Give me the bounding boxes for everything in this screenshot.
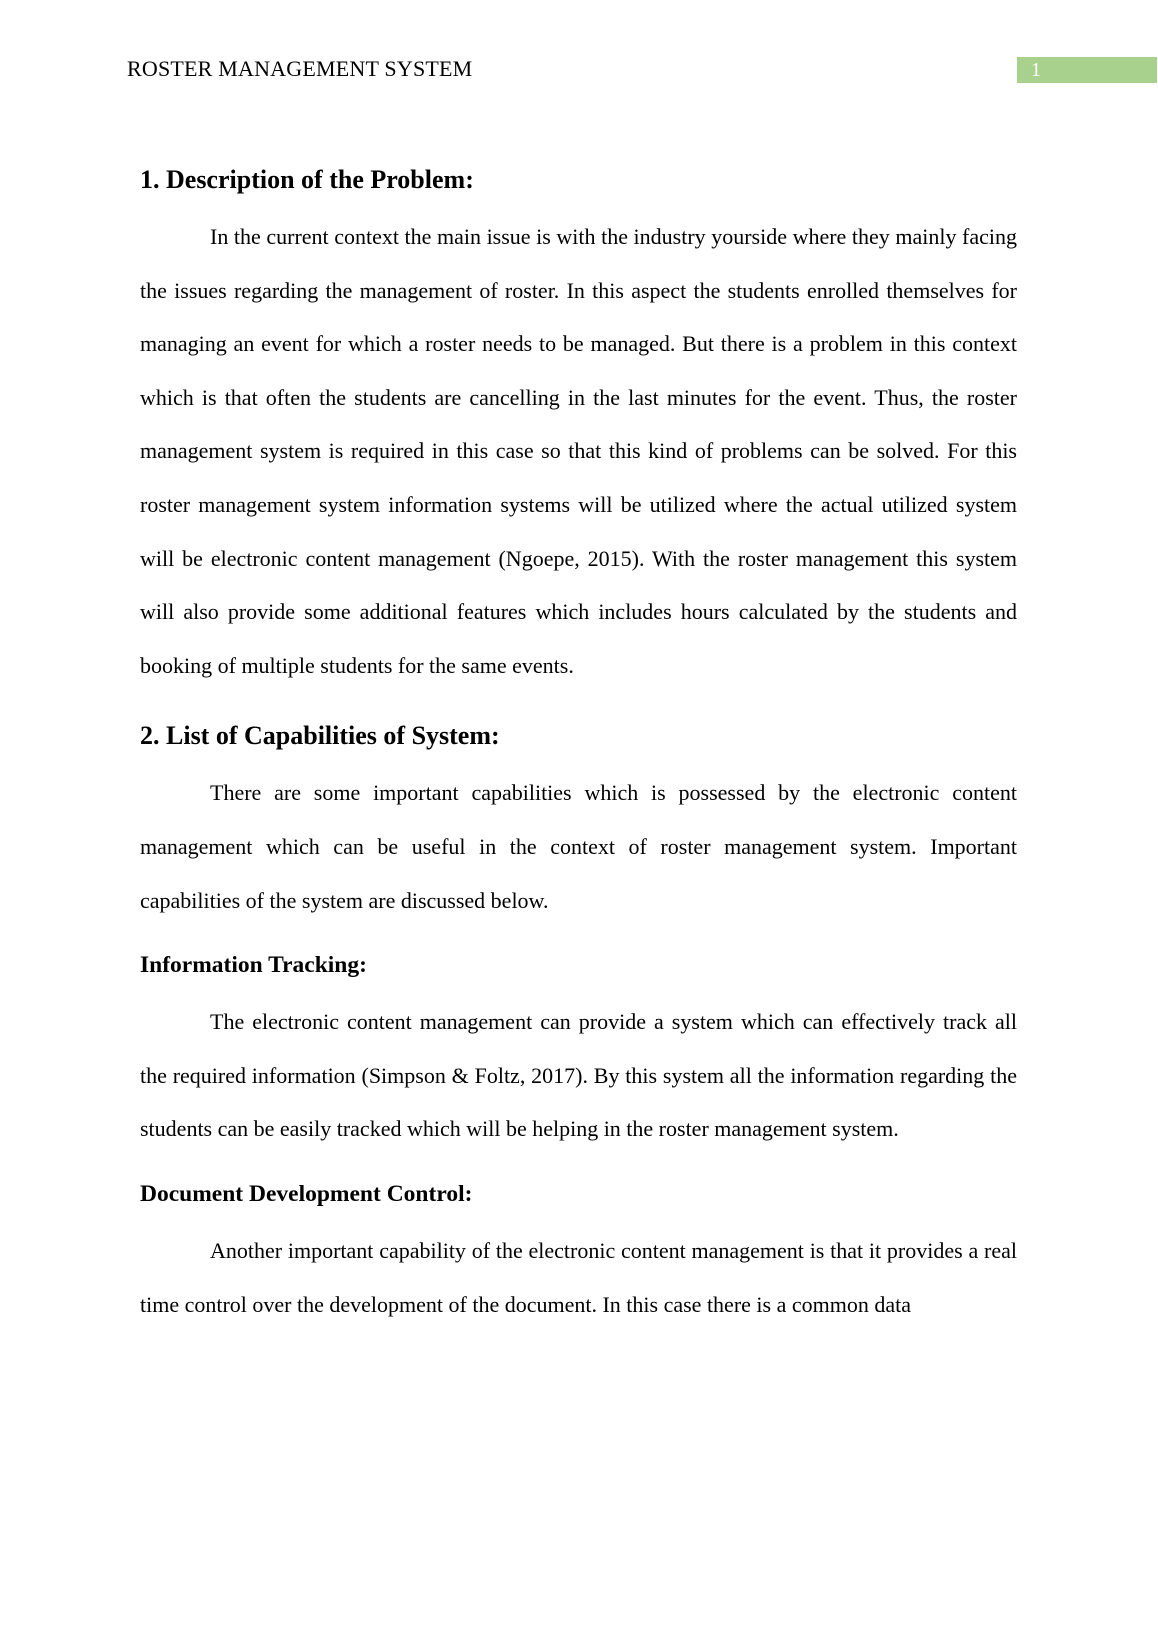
document-body bbox=[140, 158, 1017, 1331]
subsection-heading-document-development-control: Document Development Control: bbox=[140, 1180, 473, 1207]
subsection-paragraph-document-development-control: Another important capability of the electronic content management is that it provides a real time control over the development of the document. In this case there is a common data bbox=[140, 1237, 1017, 1317]
subsection-heading-information-tracking: Information Tracking: bbox=[140, 952, 367, 979]
section-heading-problem: 1. Description of the Problem: bbox=[140, 165, 474, 194]
section-paragraph-problem: In the current context the main issue is with the industry yourside where they mainly facing the issues regarding the management of roster. In this aspect the students enrolled themselves for managing an event for which a roster needs to be managed. But there is a problem in this context which is that often the students are cancelling in the last minutes for the event. Thus, the roster management system is required in this case so that this kind of problems can be solved. For this roster management system information systems will be utilized where the actual utilized system will be electronic content management (Ngoepe, 2015). With the roster management this system will also provide some additional features which includes hours calculated by the students and booking of multiple students for the same events. bbox=[140, 224, 1017, 678]
section-heading-capabilities: 2. List of Capabilities of System: bbox=[140, 721, 500, 751]
page-number: 1 bbox=[1017, 57, 1157, 83]
running-head: ROSTER MANAGEMENT SYSTEM bbox=[127, 56, 473, 81]
subsection-paragraph-information-tracking: The electronic content management can provide a system which can effectively track all the required information (Simpson & Foltz, 2017). By this system all the information regarding the students can be easily tracked which will be helping in the roster management system. bbox=[140, 1009, 1017, 1142]
section-paragraph-capabilities: There are some important capabilities which is possessed by the electronic content management which can be useful in the context of roster management system. Important capabilities of the system are discussed below. bbox=[140, 780, 1017, 913]
